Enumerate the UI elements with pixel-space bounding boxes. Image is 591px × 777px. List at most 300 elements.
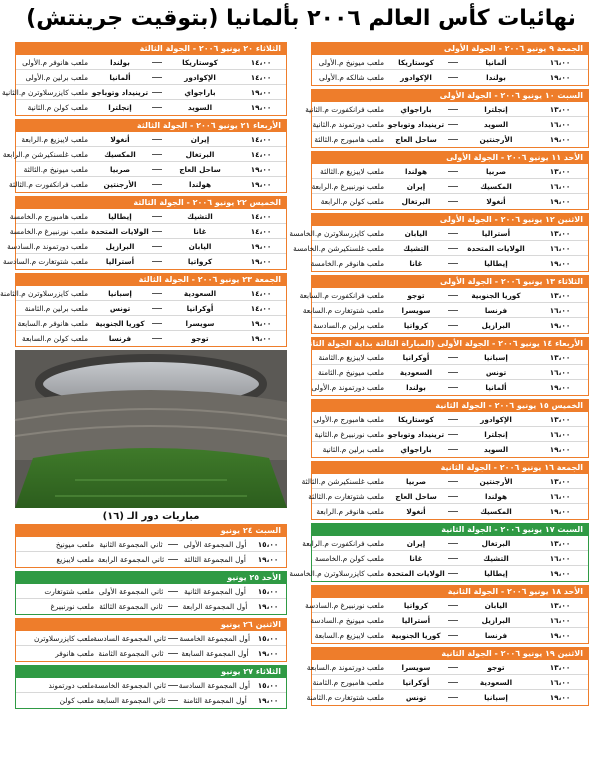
match-row — [306, 660, 588, 675]
match-list — [311, 412, 589, 458]
vs-separator — [448, 481, 458, 482]
match-row — [16, 132, 286, 147]
venue-label: ملعب كايزرسلاوترن م.الخامسة — [289, 569, 384, 578]
match-list — [306, 660, 589, 706]
match-row — [299, 288, 588, 303]
team-home: سويسرا — [185, 318, 215, 328]
venue-label: ملعب لايبزيغ م.الثامنة — [318, 352, 384, 362]
match-list — [301, 474, 589, 520]
team-away: ثاني المجموعة الخامسة — [94, 680, 166, 690]
vs-separator — [448, 449, 458, 450]
venue-label: ملعب فرانكفورت م.الرابعة — [302, 538, 384, 548]
match-row — [16, 631, 286, 646]
vs-separator — [448, 263, 458, 264]
team-away: ثاني المجموعة الأولى — [98, 586, 164, 596]
venue-label: ملعب كايزرسلاوترن م.الخامسة — [289, 228, 384, 238]
team-away: إيران — [406, 181, 426, 191]
team-away: بولندا — [406, 383, 426, 392]
team-away: ألمانيا — [109, 72, 131, 82]
vs-separator — [152, 293, 162, 294]
vs-separator — [448, 682, 458, 683]
match-time: ١٩،٠٠ — [549, 569, 571, 578]
vs-separator — [168, 653, 178, 654]
team-away: ساحل العاج — [395, 135, 437, 144]
match-list — [289, 536, 589, 582]
match-list — [305, 598, 589, 644]
vs-separator — [448, 387, 458, 388]
team-away: أستراليا — [401, 615, 431, 625]
venue-label: ملعب ميونيخ م.الثامنة — [317, 367, 384, 377]
team-home: تونس — [485, 367, 507, 377]
group-stage-late-list — [0, 42, 287, 347]
day-header: الثلاثاء ٢٧ يونيو — [15, 665, 287, 678]
team-home: الولايات المتحدة — [467, 243, 525, 253]
match-row — [9, 209, 286, 224]
match-list — [311, 55, 589, 86]
match-time: ١٩،٠٠ — [549, 445, 571, 454]
match-time: ١٩،٠٠ — [250, 241, 272, 251]
team-away: غانا — [409, 259, 423, 268]
venue-label: ملعب هانوفر م.الخامسة — [310, 259, 384, 268]
day-block — [305, 89, 589, 148]
match-row — [289, 566, 588, 581]
day-header: الثلاثاء ٢٠ يونيو ٢٠٠٦ - الجولة الثالثة — [15, 42, 287, 55]
match-time: ١٤،٠٠ — [250, 134, 272, 144]
venue-label: ملعب كايزرسلاوترن م.الثامنة — [0, 288, 88, 298]
venue-label: ملعب نورنبيرغ م.الرابعة — [311, 181, 384, 191]
vs-separator — [448, 139, 458, 140]
day-block — [2, 119, 287, 193]
team-away: توجو — [407, 290, 425, 300]
venue-label: ملعب نورنبيرغ — [50, 602, 94, 611]
vs-separator — [448, 62, 458, 63]
venue-label: ملعب كولن م.السابعة — [22, 334, 88, 343]
match-list — [15, 584, 287, 615]
match-row — [16, 584, 286, 599]
team-away: كرواتيا — [403, 600, 429, 610]
vs-separator — [448, 77, 458, 78]
team-away: كرواتيا — [403, 321, 429, 330]
vs-separator — [152, 92, 162, 93]
day-header: الاثنين ١٩ يونيو ٢٠٠٦ - الجولة الثانية — [311, 647, 589, 660]
team-home: ألمانيا — [485, 57, 507, 67]
day-header: الأحد ٢٥ يونيو — [15, 571, 287, 584]
match-time: ١٤،٠٠ — [250, 72, 272, 82]
team-away: ثاني المجموعة السادسة — [93, 633, 166, 643]
vs-separator — [448, 201, 458, 202]
team-home: إسبانيا — [484, 693, 508, 702]
match-time: ١٦،٠٠ — [549, 243, 571, 253]
day-block — [0, 273, 287, 347]
vs-separator — [448, 295, 458, 296]
team-away: ثاني المجموعة الثالثة — [99, 602, 163, 611]
match-time: ١٩،٠٠ — [250, 318, 272, 328]
vs-separator — [152, 184, 162, 185]
team-away: إنجلترا — [108, 103, 132, 112]
match-row — [293, 241, 588, 256]
venue-label: ملعب كايزرسلاوترن — [33, 633, 94, 643]
venue-label: ملعب شتوتغارت م.السادسة — [3, 257, 88, 266]
match-time: ١٤،٠٠ — [250, 303, 272, 313]
match-time: ١٦،٠٠ — [549, 305, 571, 315]
match-time: ١٤،٠٠ — [250, 226, 272, 236]
team-away: اليابان — [404, 228, 428, 238]
match-time: ١٣،٠٠ — [549, 352, 571, 362]
day-block — [297, 337, 589, 396]
match-time: ١٩،٠٠ — [250, 87, 272, 97]
team-home: اليابان — [188, 241, 212, 251]
day-block — [289, 213, 589, 272]
team-away: بولندا — [110, 57, 130, 67]
match-time: ١٣،٠٠ — [549, 166, 571, 176]
team-away: صربيا — [109, 164, 131, 174]
vs-separator — [168, 544, 178, 545]
match-row — [312, 70, 588, 85]
match-time: ١٣،٠٠ — [549, 538, 571, 548]
team-home: أنغولا — [486, 197, 506, 206]
match-time: ١٦،٠٠ — [549, 367, 571, 377]
venue-label: ملعب هانوفر م.الرابعة — [316, 507, 384, 516]
vs-separator — [152, 308, 162, 309]
match-row — [306, 690, 588, 705]
match-time: ١٣،٠٠ — [549, 290, 571, 300]
venue-label: ملعب دورتموند م.الأولى — [311, 383, 384, 392]
day-header: الثلاثاء ١٣ يونيو ٢٠٠٦ - الجولة الأولى — [311, 275, 589, 288]
day-block — [306, 647, 589, 706]
match-row — [301, 474, 588, 489]
vs-separator — [448, 558, 458, 559]
day-header: الأربعاء ١٤ يونيو ٢٠٠٦ - الجولة الأولى (المباراة الثالثة بداية الجولة الثانية) — [311, 337, 589, 350]
day-header: الأربعاء ٢١ يونيو ٢٠٠٦ - الجولة الثالثة — [15, 119, 287, 132]
team-home: أول المجموعة الأولى — [183, 539, 247, 549]
match-time: ١٩،٠٠ — [549, 383, 571, 392]
venue-label: ملعب شتوتغارت م.الثالثة — [308, 491, 384, 501]
team-away: باراجواي — [400, 104, 432, 114]
match-list — [2, 55, 287, 116]
team-away: البرازيل — [105, 241, 135, 251]
vs-separator — [168, 700, 178, 701]
venue-label: ملعب هانوفر — [55, 649, 94, 658]
day-header: الأحد ١١ يونيو ٢٠٠٦ - الجولة الأولى — [311, 151, 589, 164]
match-time: ١٣،٠٠ — [549, 228, 571, 238]
match-list — [299, 288, 589, 334]
venue-label: ملعب دورتموند م.السابعة — [306, 662, 384, 672]
match-time: ١٤،٠٠ — [250, 149, 272, 159]
team-away: ثاني المجموعة السابعة — [96, 696, 166, 705]
match-time: ١٦،٠٠ — [549, 57, 571, 67]
match-time: ١٩،٠٠ — [250, 180, 272, 189]
day-block — [299, 275, 589, 334]
day-header: السبت ٢٤ يونيو — [15, 524, 287, 537]
match-list — [311, 350, 589, 396]
team-home: هولندا — [188, 180, 212, 189]
match-row — [312, 132, 588, 147]
match-list — [15, 537, 287, 568]
team-home: أول المجموعة السابعة — [181, 649, 249, 658]
match-row — [16, 599, 286, 614]
team-away: ترينيداد وتوباجو — [91, 87, 149, 97]
venue-label: ملعب كايزرسلاوترن م.الثانية — [2, 87, 88, 97]
match-row — [302, 303, 588, 318]
match-time: ١٥،٠٠ — [257, 633, 279, 643]
team-home: البرتغال — [185, 149, 215, 159]
vs-separator — [448, 109, 458, 110]
match-time: ١٩،٠٠ — [549, 135, 571, 144]
vs-separator — [448, 697, 458, 698]
match-row — [3, 254, 286, 269]
team-away: الإكوادور — [400, 73, 432, 82]
team-home: إيطاليا — [484, 569, 508, 578]
team-home: غانا — [193, 226, 207, 236]
venue-label: ملعب لايبزيغ م.الرابعة — [21, 134, 88, 144]
venue-label: ملعب شالكه م.الأولى — [318, 73, 384, 82]
team-home: أول المجموعة السادسة — [178, 680, 250, 690]
venue-label: ملعب فرانكفورت م.السابعة — [299, 290, 384, 300]
day-block — [15, 571, 287, 615]
vs-separator — [448, 310, 458, 311]
venue-label: ملعب برلين م.الثامنة — [24, 303, 88, 313]
team-home: فرنسا — [484, 631, 508, 640]
day-header: الاثنين ١٢ يونيو ٢٠٠٦ - الجولة الأولى — [311, 213, 589, 226]
venue-label: ملعب نورنبيرغ م.السادسة — [305, 600, 384, 610]
stadium-illustration — [15, 350, 287, 508]
match-row — [16, 678, 286, 693]
match-row — [312, 55, 588, 70]
team-home: البرازيل — [481, 321, 511, 330]
match-list — [3, 209, 287, 270]
team-home: المكسيك — [480, 181, 512, 191]
day-block — [311, 42, 589, 86]
match-time: ١٤،٠٠ — [250, 288, 272, 298]
match-row — [312, 365, 588, 380]
match-time: ١٩،٠٠ — [257, 602, 279, 611]
match-time: ١٩،٠٠ — [549, 507, 571, 516]
match-time: ١٣،٠٠ — [549, 104, 571, 114]
team-away: تونس — [405, 693, 427, 702]
match-time: ١٣،٠٠ — [549, 476, 571, 486]
team-home: المكسيك — [480, 507, 512, 516]
venue-label: ملعب هامبورج م.الثامنة — [312, 677, 384, 687]
vs-separator — [448, 434, 458, 435]
match-list — [289, 226, 589, 272]
team-home: توجو — [487, 662, 505, 672]
vs-separator — [152, 154, 162, 155]
team-home: إيران — [190, 134, 210, 144]
team-home: كرواتيا — [187, 257, 213, 266]
match-row — [289, 226, 588, 241]
vs-separator — [448, 357, 458, 358]
match-time: ١٦،٠٠ — [549, 553, 571, 563]
team-away: ثاني المجموعة الثامنة — [98, 649, 164, 658]
team-home: هولندا — [484, 491, 508, 501]
team-home: السعودية — [479, 677, 513, 687]
venue-label: ملعب برلين م.الثانية — [322, 445, 384, 454]
venue-label: ملعب هانوفر م.السابعة — [17, 318, 88, 328]
venue-label: ملعب فرانكفورت م.الثالثة — [9, 180, 88, 189]
day-header: السبت ١٧ يونيو ٢٠٠٦ - الجولة الثانية — [311, 523, 589, 536]
vs-separator — [448, 605, 458, 606]
match-time: ١٩،٠٠ — [549, 197, 571, 206]
venue-label: ملعب هامبورج م.الخامسة — [9, 211, 88, 221]
match-row — [312, 675, 588, 690]
match-row — [16, 552, 286, 567]
team-home: السويد — [483, 119, 509, 129]
venue-label: ملعب دورتموند — [48, 680, 94, 690]
page-title: نهائيات كأس العالم ٢٠٠٦ بألمانيا (بتوقيت جرينتش) — [26, 6, 576, 31]
match-list — [15, 631, 287, 662]
day-block — [3, 196, 287, 270]
match-time: ١٩،٠٠ — [257, 555, 279, 564]
day-block — [301, 461, 589, 520]
venue-label: ملعب ميونيخ م.الثالثة — [23, 164, 88, 174]
venue-label: ملعب شتوتغارت م.الثامنة — [306, 693, 384, 702]
match-row — [16, 100, 286, 115]
match-row — [2, 147, 286, 162]
team-home: أستراليا — [481, 228, 511, 238]
venue-label: ملعب كولن م.الثانية — [27, 103, 88, 112]
venue-label: ملعب غلسنكيرشن م.الرابعة — [2, 149, 88, 159]
venue-label: ملعب ميونيخ — [55, 539, 94, 549]
team-home: إيطاليا — [484, 259, 508, 268]
match-row — [16, 55, 286, 70]
vs-separator — [152, 216, 162, 217]
team-home: أوكرانيا — [186, 303, 214, 313]
vs-separator — [168, 559, 178, 560]
team-away: هولندا — [404, 166, 428, 176]
vs-separator — [168, 685, 178, 686]
vs-separator — [448, 496, 458, 497]
day-block — [15, 524, 287, 568]
match-list — [15, 678, 287, 709]
day-header: الخميس ١٥ يونيو ٢٠٠٦ - الجولة الثانية — [311, 399, 589, 412]
vs-separator — [168, 638, 178, 639]
team-home: أول المجموعة الثانية — [184, 586, 246, 596]
venue-label: ملعب لايبزيغ — [56, 555, 94, 564]
team-away: صربيا — [405, 476, 427, 486]
team-away: أوكرانيا — [402, 352, 430, 362]
vs-separator — [448, 325, 458, 326]
team-away: إسبانيا — [108, 288, 132, 298]
team-home: البرازيل — [481, 615, 511, 625]
team-home: السويد — [483, 445, 509, 454]
day-header: الاثنين ٢٦ يونيو — [15, 618, 287, 631]
venue-label: ملعب نورنبيرغ م.الخامسة — [9, 226, 88, 236]
day-header: الجمعة ٩ يونيو ٢٠٠٦ - الجولة الأولى — [311, 42, 589, 55]
team-away: كوستاريكا — [398, 414, 434, 424]
match-time: ١٤،٠٠ — [250, 211, 272, 221]
team-home: بولندا — [486, 73, 506, 82]
match-row — [16, 537, 286, 552]
team-away: سويسرا — [401, 305, 431, 315]
team-home: الأرجنتين — [479, 476, 513, 486]
vs-separator — [448, 372, 458, 373]
team-away: باراجواي — [400, 445, 432, 454]
venue-label: ملعب غلسنكيرشن م.الخامسة — [293, 243, 384, 253]
venue-label: ملعب فرانكفورت م.الثانية — [305, 104, 384, 114]
team-away: أنغولا — [406, 507, 426, 516]
team-home: الأرجنتين — [479, 135, 513, 144]
day-header: السبت ١٠ يونيو ٢٠٠٦ - الجولة الأولى — [311, 89, 589, 102]
day-header: الجمعة ٢٣ يونيو ٢٠٠٦ - الجولة الثالثة — [15, 273, 287, 286]
team-away: أنغولا — [110, 134, 130, 144]
vs-separator — [152, 107, 162, 108]
match-row — [312, 318, 588, 333]
match-time: ١٥،٠٠ — [257, 680, 279, 690]
team-home: الإكوادور — [480, 414, 512, 424]
team-away: ساحل العاج — [395, 491, 437, 501]
team-away: ثاني المجموعة الثانية — [99, 539, 163, 549]
team-home: فرنسا — [484, 305, 508, 315]
team-home: أول المجموعة الخامسة — [179, 633, 250, 643]
team-home: توجو — [191, 334, 209, 343]
team-away: ترينيداد وتوباجو — [387, 429, 445, 439]
match-time: ١٩،٠٠ — [250, 257, 272, 266]
team-away: كوستاريكا — [398, 57, 434, 67]
vs-separator — [448, 233, 458, 234]
match-time: ١٦،٠٠ — [549, 119, 571, 129]
venue-label: ملعب هامبورج م.الثالثة — [314, 135, 384, 144]
vs-separator — [168, 606, 178, 607]
venue-label: ملعب كولن م.الخامسة — [314, 553, 384, 563]
match-time: ١٣،٠٠ — [549, 414, 571, 424]
match-row — [312, 412, 588, 427]
vs-separator — [152, 169, 162, 170]
venue-label: ملعب لايبزيغ م.السابعة — [314, 631, 384, 640]
team-home: البرتغال — [481, 538, 511, 548]
team-home: الإكوادور — [184, 72, 216, 82]
match-time: ١٩،٠٠ — [250, 103, 272, 112]
venue-label: ملعب كولن — [59, 696, 94, 705]
day-block — [15, 618, 287, 662]
match-time: ١٩،٠٠ — [549, 73, 571, 82]
team-away: إيران — [406, 538, 426, 548]
vs-separator — [448, 543, 458, 544]
match-time: ١٩،٠٠ — [549, 693, 571, 702]
vs-separator — [448, 419, 458, 420]
match-time: ١٥،٠٠ — [257, 539, 279, 549]
vs-separator — [448, 667, 458, 668]
team-home: باراجواي — [184, 87, 216, 97]
match-time: ١٣،٠٠ — [549, 662, 571, 672]
vs-separator — [152, 139, 162, 140]
venue-label: ملعب ميونيخ م.الأولى — [318, 57, 384, 67]
team-away: كوريا الجنوبية — [391, 631, 441, 640]
day-header: الأحد ١٨ يونيو ٢٠٠٦ - الجولة الثانية — [311, 585, 589, 598]
vs-separator — [448, 511, 458, 512]
match-row — [302, 536, 588, 551]
team-home: إنجلترا — [484, 429, 508, 439]
day-block — [2, 42, 287, 116]
team-away: ثاني المجموعة الرابعة — [97, 555, 165, 564]
team-away: أوكرانيا — [402, 677, 430, 687]
match-row — [312, 350, 588, 365]
team-home: إسبانيا — [484, 352, 508, 362]
match-row — [312, 194, 588, 209]
vs-separator — [152, 62, 162, 63]
match-row — [312, 380, 588, 395]
vs-separator — [448, 124, 458, 125]
venue-label: ملعب دورتموند م.الثانية — [312, 119, 384, 129]
day-block — [311, 151, 589, 210]
venue-label: ملعب شتوتغارت — [44, 586, 94, 596]
vs-separator — [448, 171, 458, 172]
round16-list — [15, 524, 287, 709]
team-away: التشيك — [403, 243, 429, 253]
match-time: ١٦،٠٠ — [549, 677, 571, 687]
match-time: ١٩،٠٠ — [257, 696, 279, 705]
venue-label: ملعب شتوتغارت م.السابعة — [302, 305, 384, 315]
match-time: ١٤،٠٠ — [250, 57, 272, 67]
